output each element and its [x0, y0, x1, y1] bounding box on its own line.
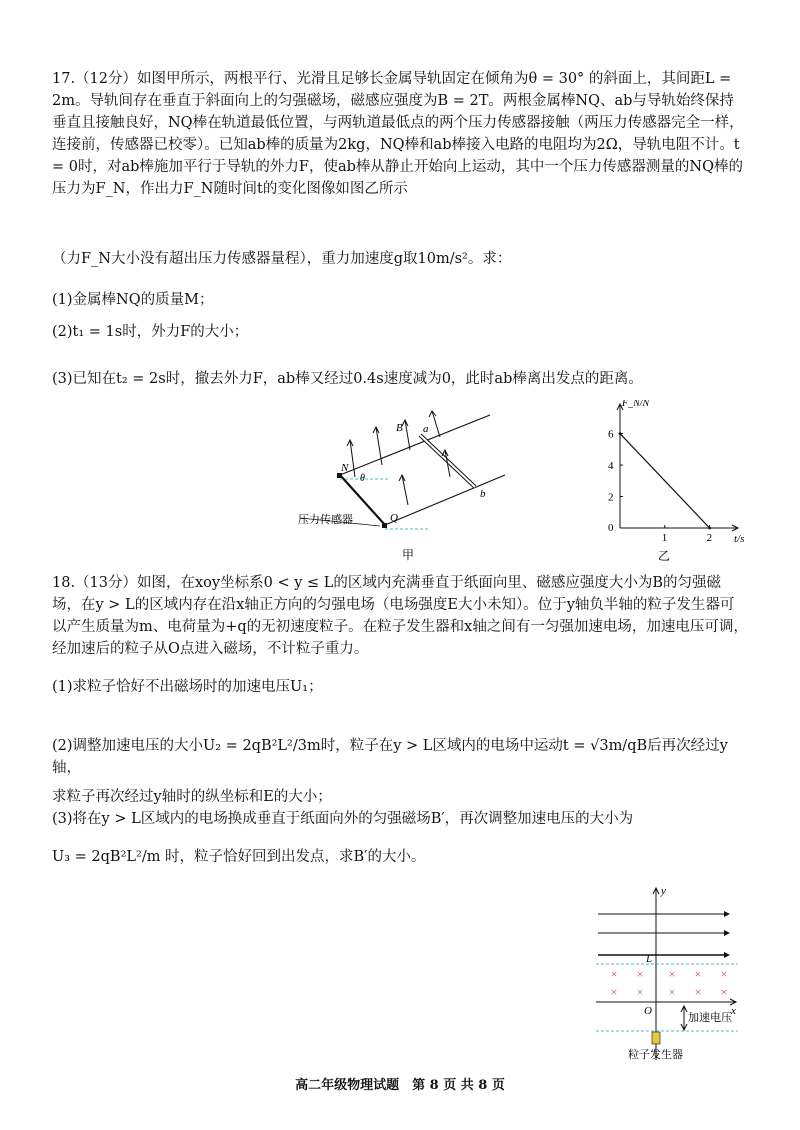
cross-mark: ×: [694, 985, 702, 999]
x-axis-label: t/s: [734, 533, 745, 545]
y-axis-label: F_N/N: [622, 400, 650, 409]
label-L: L: [646, 953, 653, 965]
series-line-segment: [620, 434, 710, 528]
axis-label-y: y: [661, 885, 666, 897]
label-B: B: [396, 422, 403, 434]
q18-sub1: (1)求粒子恰好不出磁场时的加速电压U₁；: [52, 679, 323, 695]
label-sensor: 压力传感器: [298, 514, 353, 526]
q17-sub3: (3)已知在t₂ = 2s时，撤去外力F，ab棒又经过0.4s速度减为0，此时ab棒离出发点的距离。: [52, 371, 643, 387]
label-accel-voltage: 加速电压: [688, 1012, 732, 1024]
figure-yi-chart: [600, 400, 750, 565]
x-tick-label: 1: [661, 532, 668, 544]
label-b: b: [480, 488, 486, 500]
label-a: a: [423, 423, 429, 435]
q18-sub2-cont: 求粒子再次经过y轴时的纵坐标和E的大小；: [52, 789, 332, 805]
chart-axes: [608, 400, 744, 545]
q17-paragraph-cont: （力F_N大小没有超出压力传感器量程），重力加速度g取10m/s²。求：: [52, 251, 512, 267]
q18-sub3-cont: U₃ = 2qB²L²/m 时，粒子恰好回到出发点，求B′的大小。: [52, 849, 426, 865]
page-footer: 高二年级物理试题 第 8 页 共 8 页: [295, 1078, 505, 1093]
label-Q: Q: [390, 512, 398, 524]
q18-paragraph: 18.（13分）如图，在xoy坐标系0 < y ≤ L的区域内充满垂直于纸面向里、磁感应强度大小为B的匀强磁场，在y > L的区域内存在沿x轴正方向的匀强电场（电场强度E大小未知）。位于y轴负半轴的粒子发生器可以产生质量为m、电荷量为+q的无初速度粒子。在粒子发生器和x轴之间有一匀强加速电场，加速电压可调，经加速后的粒子从O点进入磁场，不计粒子重力。: [52, 575, 748, 657]
y-tick-label: 4: [608, 460, 614, 473]
axis-label-x: x: [731, 1005, 736, 1017]
caption-yi: 乙: [658, 549, 671, 563]
figure-jia: [280, 405, 510, 565]
cross-mark: ×: [720, 967, 728, 981]
cross-mark: ×: [636, 985, 644, 999]
chart-marks: [619, 432, 711, 529]
label-particle-generator: 粒子发生器: [628, 1049, 683, 1061]
label-O: O: [644, 1005, 652, 1017]
cross-mark: ×: [694, 967, 702, 981]
cross-mark: ×: [668, 967, 676, 981]
x-tick-label: 2: [706, 532, 713, 544]
cross-mark: ×: [610, 985, 618, 999]
label-N: N: [341, 462, 349, 474]
cross-mark: ×: [636, 967, 644, 981]
caption-jia: 甲: [402, 548, 415, 562]
data-point: [708, 527, 711, 530]
y-tick-label: 2: [608, 491, 614, 504]
q18-sub3: (3)将在y > L区域内的电场换成垂直于纸面向外的匀强磁场B′，再次调整加速电压的大小为: [52, 811, 634, 827]
cross-mark: ×: [610, 967, 618, 981]
cross-mark: ×: [668, 985, 676, 999]
q17-sub2: (2)t₁ = 1s时，外力F的大小；: [52, 324, 249, 340]
q17-paragraph: 17.（12分）如图甲所示，两根平行、光滑且足够长金属导轨固定在倾角为θ = 30° 的斜面上，其间距L = 2m。导轨间存在垂直于斜面向上的匀强磁场，磁感应强度为B = 2T。两根金属棒NQ、ab与导轨始终保持垂直且接触良好，NQ棒在轨道最低位置，与两轨道最低点的两个压力传感器接触（两压力传感器完全一样，连接前，传感器已校零）。已知ab棒的质量为2kg，NQ棒和ab棒接入电路的电阻均为2Ω，导轨电阻不计。t = 0时，对ab棒施加平行于导轨的外力F，使ab棒从静止开始向上运动，其中一个压力传感器测量的NQ棒的压力为F_N，作出力F_N随时间t的变化图像如图乙所示: [52, 71, 744, 197]
label-theta: θ: [360, 473, 365, 484]
figure-q18: [588, 880, 748, 1065]
data-point: [619, 432, 622, 435]
x-tick-label: 0: [608, 522, 614, 534]
q18-sub2: (2)调整加速电压的大小U₂ = 2qB²L²/3m时，粒子在y > L区域内的电场中运动t = √3m/qB后再次经过y轴，: [52, 738, 728, 776]
cross-mark: ×: [720, 985, 728, 999]
y-tick-label: 6: [608, 428, 614, 441]
q17-sub1: (1)金属棒NQ的质量M；: [52, 292, 214, 308]
